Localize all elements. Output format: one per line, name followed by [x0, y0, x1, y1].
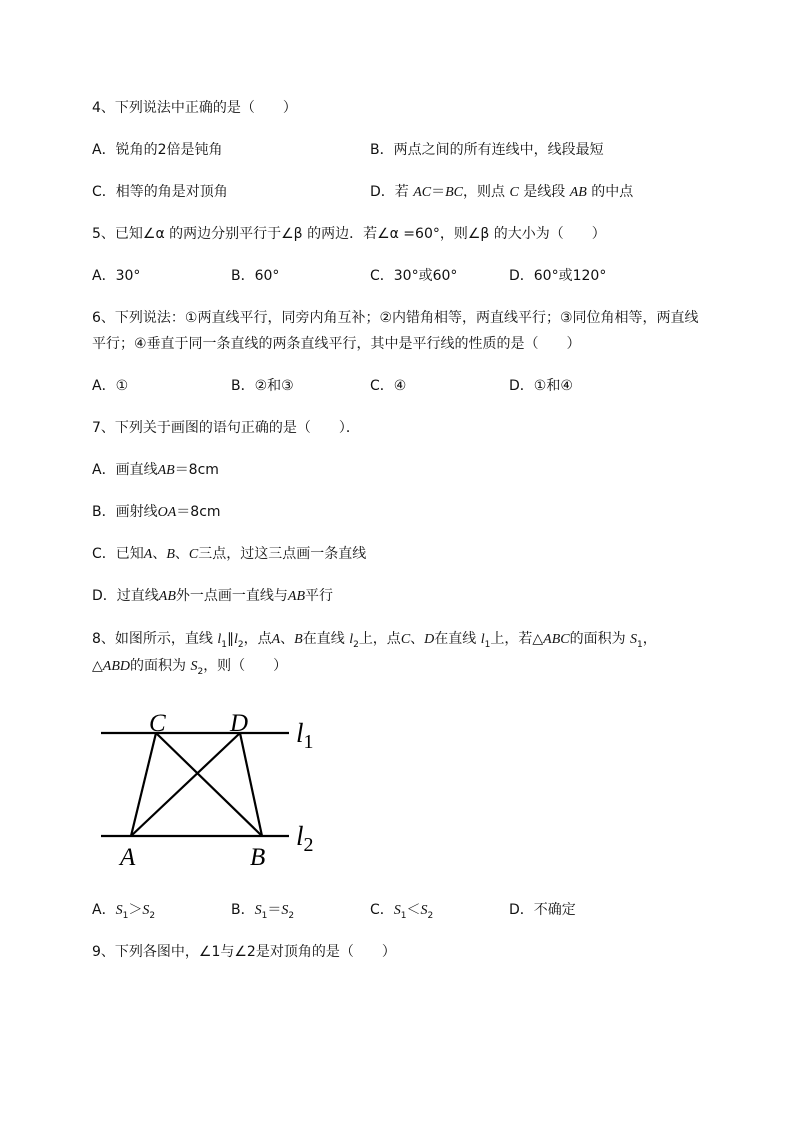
q6-option-d: D．①和④ [509, 378, 573, 394]
q6-option-c: C．④ [370, 378, 407, 394]
q6-stem-line2: 平行；④垂直于同一条直线的两条直线平行，其中是平行线的性质的是（ ） [92, 336, 581, 352]
q8-stem-line2: △ABD的面积为 $S_2$，则（ ） [92, 658, 288, 677]
q8-stem-line1: 8、如图所示，直线 $l_1\parallel l_2$，点A、B在直线 $l_2$上，点C、D在直线 $l_1$上，若△ABC的面积为 $S_1$， [92, 631, 657, 650]
q8-option-c: C．$S_1<S_2$ [370, 902, 434, 921]
q7-stem: 7、下列关于画图的语句正确的是（ ）． [92, 420, 360, 436]
label-a: A [120, 844, 136, 871]
q7-option-a: A．画直线AB＝8cm [92, 462, 219, 478]
segment-bc [156, 733, 262, 836]
label-c: C [149, 710, 166, 737]
q8-option-d: D．不确定 [509, 902, 576, 918]
q5-option-a: A．30° [92, 268, 141, 284]
q4-option-c: C．相等的角是对顶角 [92, 184, 228, 200]
q5-option-b: B．60° [231, 268, 280, 284]
label-b: B [250, 844, 266, 871]
q4-option-a: A．锐角的2倍是钝角 [92, 142, 223, 158]
q5-option-d: D．60°或120° [509, 268, 607, 284]
q6-stem-line1: 6、下列说法：①两直线平行，同旁内角互补；②内错角相等，两直线平行；③同位角相等，两直线 [92, 310, 699, 326]
label-d: D [230, 710, 249, 737]
q5-stem: 5、已知∠α 的两边分别平行于∠β 的两边．若∠α =60°，则∠β 的大小为（ ） [92, 226, 606, 242]
q4-stem: 4、下列说法中正确的是（ ） [92, 100, 297, 116]
q6-option-b: B．②和③ [231, 378, 294, 394]
q7-option-d: D．过直线AB外一点画一直线与AB平行 [92, 588, 333, 604]
q8-option-b: B．$S_1=S_2$ [231, 902, 295, 921]
q4-option-b: B．两点之间的所有连线中，线段最短 [370, 142, 604, 158]
q8-figure [95, 700, 335, 875]
q9-stem: 9、下列各图中，∠1与∠2是对顶角的是（ ） [92, 944, 396, 960]
q6-option-a: A．① [92, 378, 129, 394]
segment-ad [131, 733, 240, 836]
q8-option-a: A．$S_1>S_2$ [92, 902, 156, 921]
q7-option-b: B．画射线OA＝8cm [92, 504, 221, 520]
segment-ac [131, 733, 156, 836]
label-l2: $l_2$ [296, 821, 314, 856]
segment-bd [240, 733, 262, 836]
q4-option-d: D．若 AC＝BC，则点 C 是线段 AB 的中点 [370, 184, 634, 200]
q5-option-c: C．30°或60° [370, 268, 458, 284]
q7-option-c: C．已知A、B、C三点，过这三点画一条直线 [92, 546, 367, 562]
label-l1: $l_1$ [296, 718, 314, 753]
